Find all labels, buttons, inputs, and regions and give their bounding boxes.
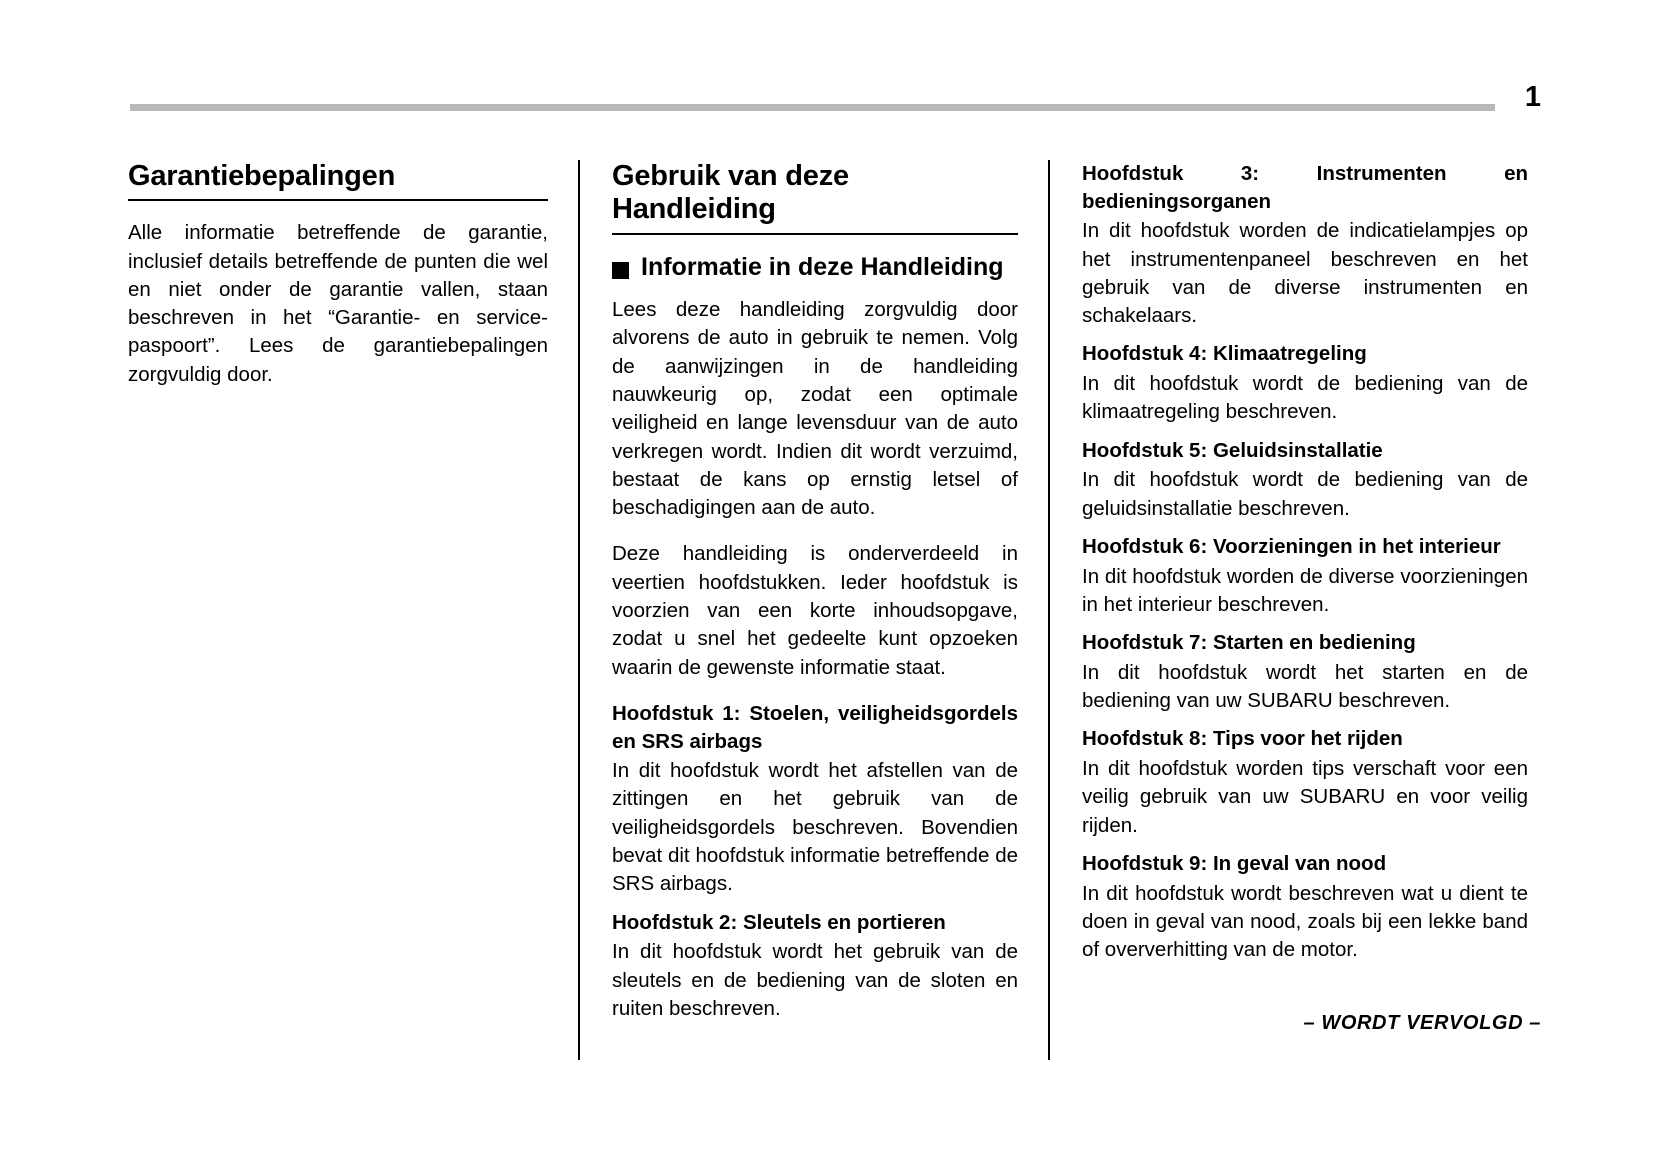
column-middle [578,160,1048,1060]
square-bullet-icon [612,262,629,279]
chapter-text: In dit hoofdstuk wordt het gebruik van de sleutels en de bediening van de sloten en ruiten beschreven. [612,940,1018,1020]
page-columns [128,160,1528,1060]
section-title-manual-use: Gebruik van deze Handleiding [612,160,849,226]
header-divider [130,104,1495,111]
chapter-text: In dit hoofdstuk wordt de bediening van de geluidsinstallatie beschreven. [1082,468,1528,520]
title-divider-middle [612,233,1018,235]
manual-intro-paragraph-2: Deze handleiding is onderverdeeld in veertien hoofdstukken. Ieder hoofdstuk is voorzien van een korte inhoudsopgave, zodat u snel het gedeelte kunt opzoeken waarin de gewenste informatie staat. [612,542,1018,679]
chapter-text: In dit hoofdstuk wordt de bediening van de klimaatregeling beschreven. [1082,372,1528,424]
section-title-warranty: Garantiebepalingen [128,160,396,192]
chapter-heading: Hoofdstuk 7: Starten en bediening [1082,631,1416,655]
chapter-text: In dit hoofdstuk wordt het starten en de bediening van uw SUBARU beschreven. [1082,660,1528,713]
chapter-text: In dit hoofdstuk wordt het afstellen van de zittingen en het gebruik van de veiligheidsgordels beschreven. Bovendien bevat dit hoofdstuk informatie betreffende de SRS airbags. [612,759,1018,896]
chapter-heading: Hoofdstuk 1: Stoelen, veiligheidsgordels en SRS airbags [612,701,1018,753]
title-divider-left [128,199,548,201]
chapter-text: In dit hoofdstuk worden de diverse voorzieningen in het interieur beschreven. [1082,564,1528,616]
page-number: 1 [1524,81,1541,113]
continued-note: – WORDT VERVOLGD – [1303,1012,1541,1034]
column-right [1048,160,1528,1060]
chapter-heading: Hoofdstuk 8: Tips voor het rijden [1082,727,1403,751]
chapter-heading: Hoofdstuk 4: Klimaatregeling [1082,342,1367,366]
subsection-heading-label: Informatie in deze Handleiding [641,252,1004,281]
column-left [128,160,578,1060]
chapter-text: In dit hoofdstuk worden tips verschaft voor een veilig gebruik van uw SUBARU en voor veilig rijden. [1082,757,1528,837]
warranty-paragraph: Alle informatie betreffende de garantie, inclusief details betreffende de punten die wel en niet onder de garantie vallen, staan beschreven in het “Garantie- en service-paspoort”. Lees de garantiebepalingen zorgvuldig door. [128,221,548,386]
chapter-heading: Hoofdstuk 9: In geval van nood [1082,851,1387,875]
subsection-heading-info [612,253,1018,283]
chapter-heading: Hoofdstuk 3: Instrumenten en bedieningsorganen [1082,162,1528,213]
chapter-text: In dit hoofdstuk worden de indicatielampjes op het instrumentenpaneel beschreven en het gebruik van de diverse instrumenten en schakelaars. [1082,219,1528,328]
chapter-text: In dit hoofdstuk wordt beschreven wat u dient te doen in geval van nood, zoals bij een lekke band of oververhitting van de motor. [1082,881,1528,962]
chapter-heading: Hoofdstuk 2: Sleutels en portieren [612,910,946,934]
manual-intro-paragraph-1: Lees deze handleiding zorgvuldig door alvorens de auto in gebruik te nemen. Volg de aanwijzingen in de handleiding nauwkeurig op, zodat een optimale veiligheid en lange levensduur van de auto verkregen wordt. Indien dit wordt verzuimd, bestaat de kans op ernstig letsel of beschadigingen aan de auto. [612,298,1018,520]
chapter-heading: Hoofdstuk 6: Voorzieningen in het interieur [1082,534,1501,558]
chapter-heading: Hoofdstuk 5: Geluidsinstallatie [1082,438,1383,462]
